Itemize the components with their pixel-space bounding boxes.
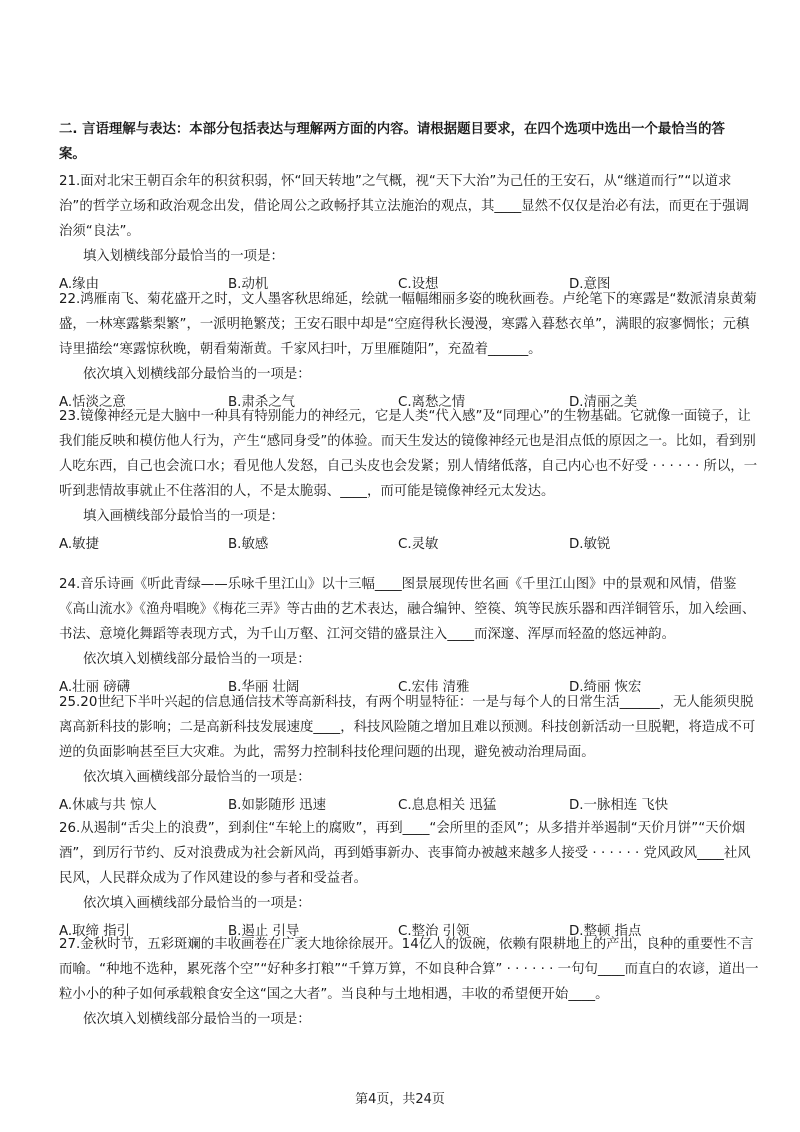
question-23 <box>59 404 759 557</box>
question-stem: 21.面对北宋王朝百余年的积贫积弱，怀“回天转地”之气概，视“天下大治”为己任的王安石，从“继道而行”“以道求治”的哲学立场和政治观念出发，借论周公之政畅抒其立法施治的观点，其____显然不仅仅是治必有法，而更在于强调治须“良法”。 <box>59 174 749 239</box>
option-d[interactable]: D.清丽之美 <box>569 395 638 410</box>
question-27 <box>59 932 759 1032</box>
option-d[interactable]: D.整顿 指点 <box>569 924 642 939</box>
option-d[interactable]: D.意图 <box>569 277 611 292</box>
question-instruction: 依次填入画横线部分最恰当的一项是： <box>83 770 311 785</box>
question-21 <box>59 169 759 297</box>
option-a[interactable]: A.缘由 <box>59 277 99 292</box>
question-stem: 22.鸿雁南飞、菊花盛开之时，文人墨客秋思绵延，绘就一幅幅缃丽多姿的晚秋画卷。卢纶笔下的寒露是“数派清泉黄菊盛，一林寒露紫梨繁”，一派明艳繁茂；王安石眼中却是“空庭得秋长漫漫，寒露入暮愁衣单”，满眼的寂寥惆怅；元稹诗里描绘“寒露惊秋晚，朝看菊渐黄。千家风扫叶，万里雁随阳”，充盈着______。 <box>59 292 757 357</box>
option-a[interactable]: A.休戚与共 惊人 <box>59 798 157 813</box>
option-a[interactable]: A.敏捷 <box>59 537 99 552</box>
option-c[interactable]: C.整治 引领 <box>398 924 470 939</box>
question-instruction: 依次填入划横线部分最恰当的一项是： <box>83 367 311 382</box>
option-c[interactable]: C.离愁之情 <box>398 395 466 410</box>
option-list <box>59 532 759 557</box>
question-24 <box>59 572 759 700</box>
option-b[interactable]: B.华丽 壮阔 <box>228 680 300 695</box>
option-b[interactable]: B.如影随形 迅速 <box>228 798 327 813</box>
question-stem: 27.金秋时节，五彩斑斓的丰收画卷在广袤大地徐徐展开。14亿人的饭碗，依赖有限耕地上的产出，良种的重要性不言而喻。“种地不选种，累死落个空”“好种多打粮”“千算万算，不如良种合算” · · · · · · 一句句____而直白的农谚，道出一粒小小的种子如何承载粮食安全这“国之大者”。当良种与土地相遇，丰收的希望便开始____。 <box>59 937 759 1002</box>
option-b[interactable]: B.遏止 引导 <box>228 924 300 939</box>
question-instruction: 依次填入划横线部分最恰当的一项是： <box>83 1012 311 1027</box>
option-b[interactable]: B.敏感 <box>228 537 269 552</box>
option-a[interactable]: A.取缔 指引 <box>59 924 130 939</box>
option-a[interactable]: A.壮丽 磅礴 <box>59 680 130 695</box>
option-c[interactable]: C.宏伟 清雅 <box>398 680 470 695</box>
question-stem: 26.从遏制“舌尖上的浪费”，到刹住“车轮上的腐败”，再到____“会所里的歪风”；从多措并举遏制“天价月饼”“天价烟酒”，到厉行节约、反对浪费成为社会新风尚，再到婚事新办、丧事简办被越来越多人接受 · · · · · · 党风政风____社风民风，人民群众成为了作风建设的参与者和受益者。 <box>59 821 751 886</box>
question-25 <box>59 690 759 818</box>
option-a[interactable]: A.恬淡之意 <box>59 395 126 410</box>
question-instruction: 依次填入划横线部分最恰当的一项是： <box>83 652 311 667</box>
option-b[interactable]: B.动机 <box>228 277 269 292</box>
option-c[interactable]: C.设想 <box>398 277 439 292</box>
question-26 <box>59 816 759 944</box>
question-stem: 25.20世纪下半叶兴起的信息通信技术等高新科技，有两个明显特征：一是与每个人的日常生活______，无人能须臾脱离高新科技的影响；二是高新科技发展速度____，科技风险随之增加且难以预测。科技创新活动一旦脱靶，将造成不可逆的负面影响甚至巨大灾难。为此，需努力控制科技伦理问题的出现，避免被动治理局面。 <box>59 695 756 760</box>
option-d[interactable]: D.绮丽 恢宏 <box>569 680 642 695</box>
option-c[interactable]: C.息息相关 迅猛 <box>398 798 497 813</box>
question-instruction: 填入划横线部分最恰当的一项是： <box>83 249 284 264</box>
option-d[interactable]: D.敏锐 <box>569 537 611 552</box>
question-instruction: 填入画横线部分最恰当的一项是： <box>83 509 284 524</box>
question-instruction: 依次填入画横线部分最恰当的一项是： <box>83 896 311 911</box>
option-b[interactable]: B.肃杀之气 <box>228 395 296 410</box>
section-heading: 二. 言语理解与表达：本部分包括表达与理解两方面的内容。请根据题目要求，在四个选项中选出一个最恰当的答案。 <box>59 122 725 162</box>
option-c[interactable]: C.灵敏 <box>398 537 439 552</box>
option-d[interactable]: D.一脉相连 飞快 <box>569 798 669 813</box>
question-stem: 24.音乐诗画《听此青绿——乐咏千里江山》以十三幅____图景展现传世名画《千里江山图》中的景观和风情，借鉴《高山流水》《渔舟唱晚》《梅花三弄》等古曲的艺术表达，融合编钟、箜篌、筑等民族乐器和西洋铜管乐，加入绘画、书法、意境化舞蹈等表现方式，为千山万壑、江河交错的盛景注入____而深邃、浑厚而轻盈的悠远神韵。 <box>59 577 756 642</box>
question-22 <box>59 287 759 415</box>
option-list <box>59 793 759 818</box>
question-stem: 23.镜像神经元是大脑中一种具有特别能力的神经元，它是人类“代入感”及“同理心”的生物基础。它就像一面镜子，让我们能反映和模仿他人行为，产生“感同身受”的体验。而天生发达的镜像神经元也是泪点低的原因之一。比如，看到别人吃东西，自己也会流口水；看见他人发怒，自己头皮也会发紧；别人情绪低落，自己内心也不好受 · · · · · · 所以，一听到悲情故事就止不住落泪的人，不是太脆弱、____，而可能是镜像神经元太发达。 <box>59 409 758 499</box>
page-number: 第4页，共24页 <box>355 1092 445 1107</box>
